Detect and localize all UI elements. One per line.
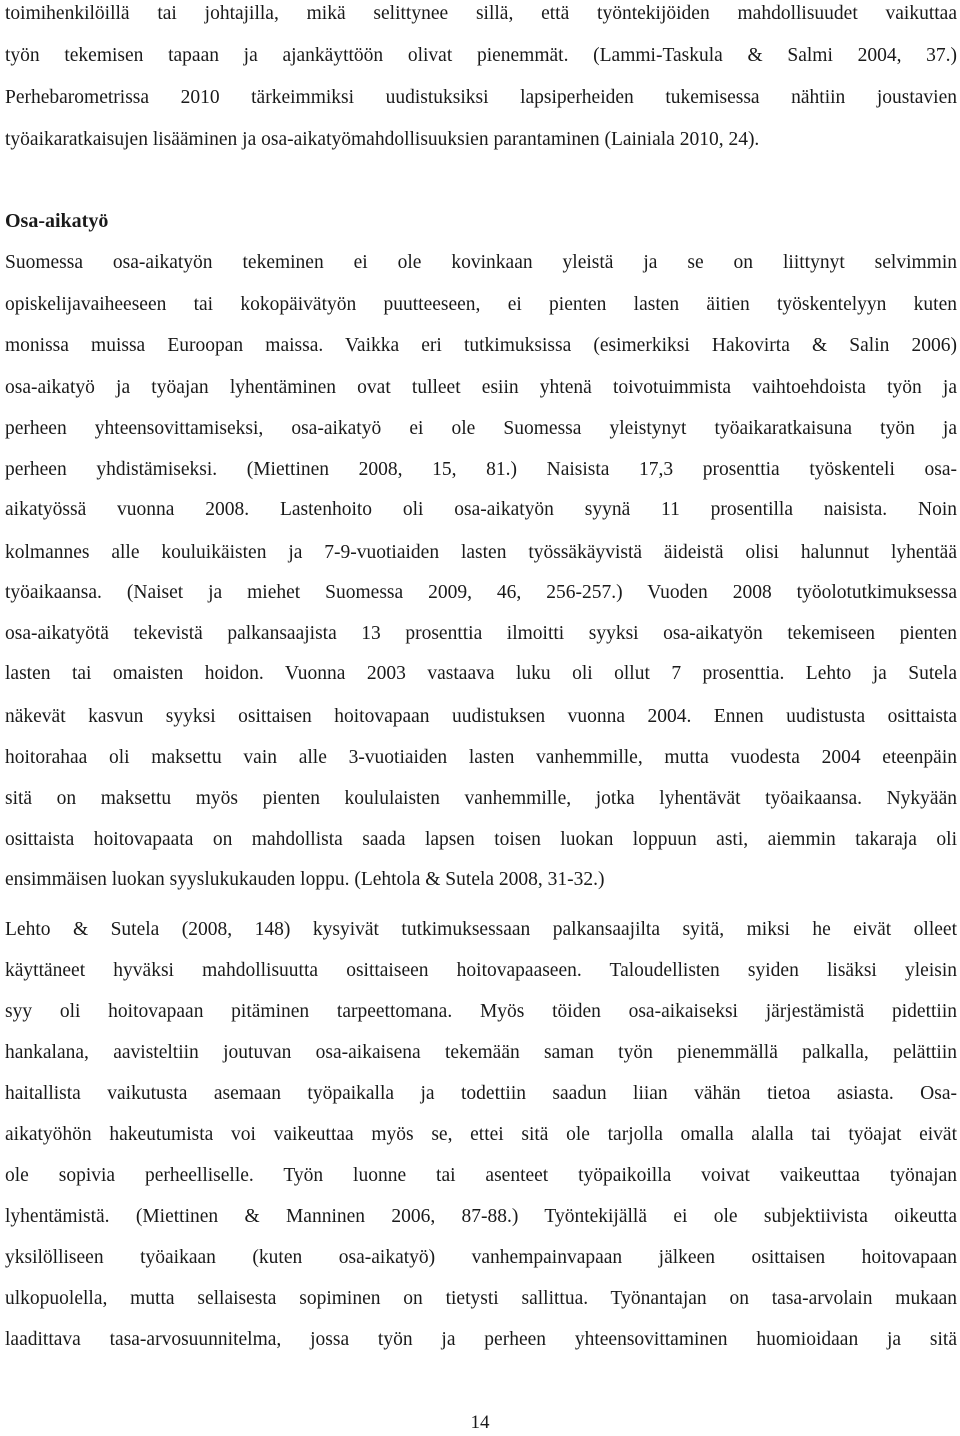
body-text-line: aikatyössä vuonna 2008. Lastenhoito oli osa-aikatyön syynä 11 prosentilla naisista. Noin (5, 499, 957, 520)
body-text-line: Suomessa osa-aikatyön tekeminen ei ole kovinkaan yleistä ja se on liittynyt selvimmin (5, 252, 957, 273)
body-text-line: syy oli hoitovapaan pitäminen tarpeettomana. Myös töiden osa-aikaiseksi järjestämistä pidettiin (5, 1001, 957, 1022)
body-text-line: hankalana, aavisteltiin joutuvan osa-aikaisena tekemään saman työn pienemmällä palkalla, pelättiin (5, 1042, 957, 1063)
body-text-line: osittaista hoitovapaata on mahdollista saada lapsen toisen luokan loppuun asti, aiemmin takaraja oli (5, 829, 957, 850)
body-text-line: laadittava tasa-arvosuunnitelma, jossa työn ja perheen yhteensovittaminen huomioidaan ja sitä (5, 1329, 957, 1350)
body-text-line: opiskelijavaiheeseen tai kokopäivätyön puutteeseen, ei pienten lasten äitien työskentelyyn kuten (5, 294, 957, 315)
body-text-line: ole sopivia perheelliselle. Työn luonne tai asenteet työpaikoilla voivat vaikeuttaa työnajan (5, 1165, 957, 1186)
section-heading: Osa-aikatyö (5, 210, 109, 232)
body-text-line: haitallista vaikutusta asemaan työpaikalla ja todettiin saadun liian vähän tietoa asiasta. Osa- (5, 1083, 957, 1104)
body-text-line: hoitorahaa oli maksettu vain alle 3-vuotiaiden lasten vanhemmille, mutta vuodesta 2004 eteenpäin (5, 747, 957, 768)
body-text-line: Lehto & Sutela (2008, 148) kysyivät tutkimuksessaan palkansaajilta syitä, miksi he eivät olleet (5, 919, 957, 940)
body-text-line: ensimmäisen luokan syyslukukauden loppu. (Lehtola & Sutela 2008, 31-32.) (5, 869, 605, 890)
body-text-line: Perhebarometrissa 2010 tärkeimmiksi uudistuksiksi lapsiperheiden tukemisessa nähtiin joustavien (5, 87, 957, 108)
page-number: 14 (470, 1412, 490, 1433)
body-text-line: yksilölliseen työaikaan (kuten osa-aikatyö) vanhempainvapaan jälkeen osittaisen hoitovapaan (5, 1247, 957, 1268)
body-text-line: työn tekemisen tapaan ja ajankäyttöön olivat pienemmät. (Lammi-Taskula & Salmi 2004, 37.) (5, 45, 957, 66)
body-text-line: ulkopuolella, mutta sellaisesta sopiminen on tietysti sallittua. Työnantajan on tasa-arvolain mukaan (5, 1288, 957, 1309)
body-text-line: kolmannes alle kouluikäisten ja 7-9-vuotiaiden lasten työssäkäyvistä äideistä olisi halunnut lyhentää (5, 542, 957, 563)
body-text-line: aikatyöhön hakeutumista voi vaikeuttaa myös se, ettei sitä ole tarjolla omalla alalla tai työajat eivät (5, 1124, 957, 1145)
body-text-line: työaikaratkaisujen lisääminen ja osa-aikatyömahdollisuuksien parantaminen (Lainiala 2010, 24). (5, 129, 760, 150)
body-text-line: näkevät kasvun syyksi osittaisen hoitovapaan uudistuksen vuonna 2004. Ennen uudistusta osittaista (5, 706, 957, 727)
body-text-line: lyhentämistä. (Miettinen & Manninen 2006, 87-88.) Työntekijällä ei ole subjektiivista oikeutta (5, 1206, 957, 1227)
body-text-line: sitä on maksettu myös pienten koululaisten vanhemmille, jotka lyhentävät työaikaansa. Nykyään (5, 788, 957, 809)
body-text-line: käyttäneet hyväksi mahdollisuutta osittaiseen hoitovapaaseen. Taloudellisten syiden lisäksi yleisin (5, 960, 957, 981)
body-text-line: perheen yhdistämiseksi. (Miettinen 2008, 15, 81.) Naisista 17,3 prosenttia työskenteli osa- (5, 459, 957, 480)
body-text-line: toimihenkilöillä tai johtajilla, mikä selittynee sillä, että työntekijöiden mahdollisuudet vaikuttaa (5, 3, 957, 24)
body-text-line: osa-aikatyö ja työajan lyhentäminen ovat tulleet esiin yhtenä toivotuimmista vaihtoehdoista työn ja (5, 377, 957, 398)
body-text-line: monissa muissa Euroopan maissa. Vaikka eri tutkimuksissa (esimerkiksi Hakovirta & Salin 2006) (5, 335, 957, 356)
body-text-line: työaikaansa. (Naiset ja miehet Suomessa 2009, 46, 256-257.) Vuoden 2008 työolotutkimuksessa (5, 582, 957, 603)
body-text-line: osa-aikatyötä tekevistä palkansaajista 13 prosenttia ilmoitti syyksi osa-aikatyön tekemiseen pienten (5, 623, 957, 644)
body-text-line: lasten tai omaisten hoidon. Vuonna 2003 vastaava luku oli ollut 7 prosenttia. Lehto ja Sutela (5, 663, 957, 684)
body-text-line: perheen yhteensovittamiseksi, osa-aikatyö ei ole Suomessa yleistynyt työaikaratkaisuna työn ja (5, 418, 957, 439)
